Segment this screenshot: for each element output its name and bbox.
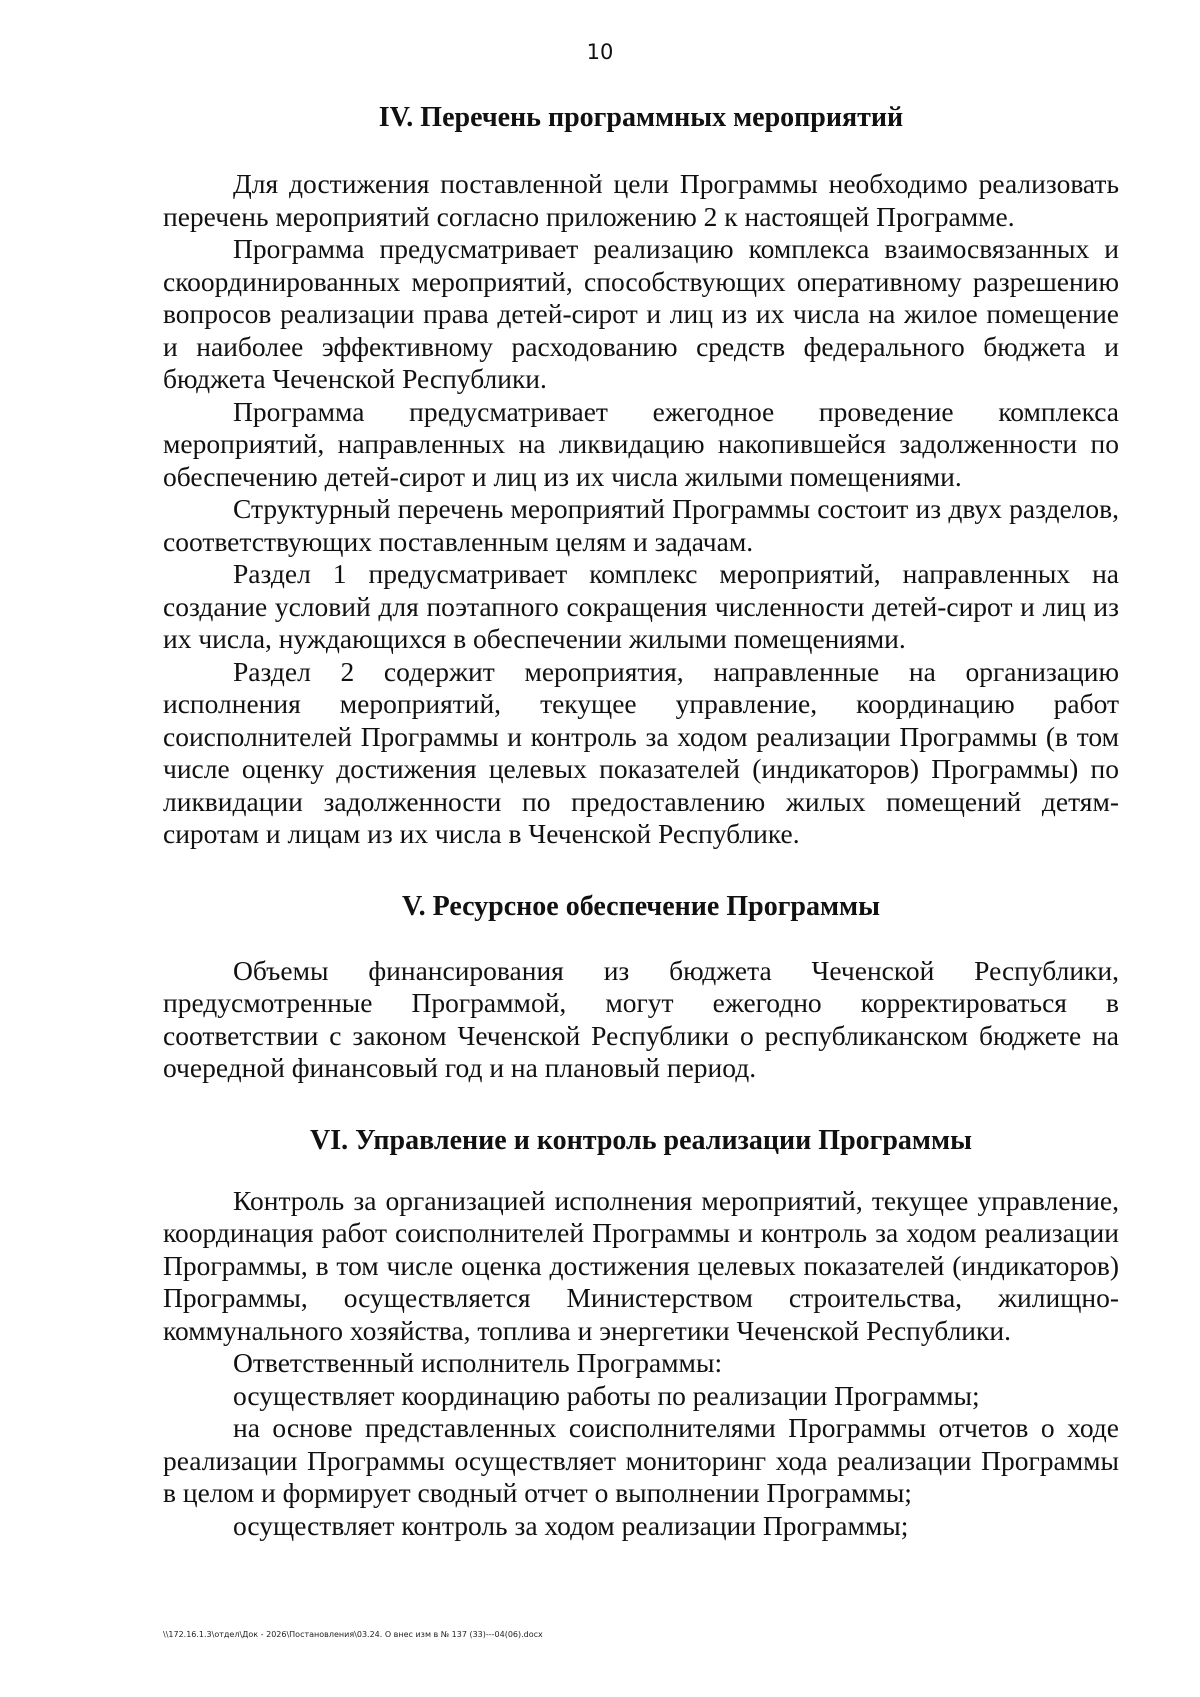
page-number: 10 [586,40,614,64]
section-6-paragraph: Ответственный исполнитель Программы: [233,1347,723,1378]
section-4-title: IV. Перечень программных мероприятий [378,102,904,133]
section-6-title: VI. Управление и контроль реализации Программы [310,1124,972,1156]
section-4-paragraph: Для достижения поставленной цели Программы необходимо реализовать перечень мероприятий согласно приложению 2 к настоящей Программе. [163,168,1119,232]
footer-file-path: \\172.16.1.3\отдел\Док - 2026\Постановления\03.24. О внес изм в № 137 (33)---04(06).docx [163,1630,543,1639]
section-6-paragraph: Контроль за организацией исполнения мероприятий, текущее управление, координация работ соисполнителей Программы и контроль за ходом реализации Программы, в том числе оценка достижения целевых показателей (индикаторов) Программы, осуществляется Министерством строительства, жилищно-коммунального хозяйства, топлива и энергетики Чеченской Республики. [163,1184,1119,1346]
section-4-paragraph: Раздел 1 предусматривает комплекс мероприятий, направленных на создание условий для поэтапного сокращения численности детей-сирот и лиц из их числа, нуждающихся в обеспечении жилыми помещениями. [163,558,1119,654]
section-4-paragraph: Раздел 2 содержит мероприятия, направленные на организацию исполнения мероприятий, текущее управление, координацию работ соисполнителей Программы и контроль за ходом реализации Программы (в том числе оценку достижения целевых показателей (индикаторов) Программы) по ликвидации задолженности по предоставлению жилых помещений детям-сиротам и лицам из их числа в Чеченской Республике. [163,655,1119,849]
section-5-paragraph: Объемы финансирования из бюджета Чеченской Республики, предусмотренные Программой, могут ежегодно корректироваться в соответствии с законом Чеченской Республики о республиканском бюджете на очередной финансовый год и на плановый период. [163,954,1119,1083]
section-4-paragraph: Программа предусматривает ежегодное проведение комплекса мероприятий, направленных на ликвидацию накопившейся задолженности по обеспечению детей-сирот и лиц из их числа жилыми помещениями. [163,395,1119,492]
section-6-paragraph: осуществляет координацию работы по реализации Программы; [233,1379,980,1411]
section-4-paragraph: Программа предусматривает реализацию комплекса взаимосвязанных и скоординированных мероприятий, способствующих оперативному разрешению вопросов реализации права детей-сирот и лиц из их числа на жилое помещение и наиболее эффективному расходованию средств федерального бюджета и бюджета Чеченской Республики. [163,233,1119,394]
section-4-paragraph: Структурный перечень мероприятий Программы состоит из двух разделов, соответствующих поставленным целям и задачам. [163,493,1119,557]
section-6-paragraph: на основе представленных соисполнителями Программы отчетов о ходе реализации Программы осуществляет мониторинг хода реализации Программы в целом и формирует сводный отчет о выполнении Программы; [163,1412,1119,1508]
document-body [163,100,1119,1542]
section-5-title: V. Ресурсное обеспечение Программы [402,890,880,922]
section-6-paragraph: осуществляет контроль за ходом реализации Программы; [233,1509,909,1541]
